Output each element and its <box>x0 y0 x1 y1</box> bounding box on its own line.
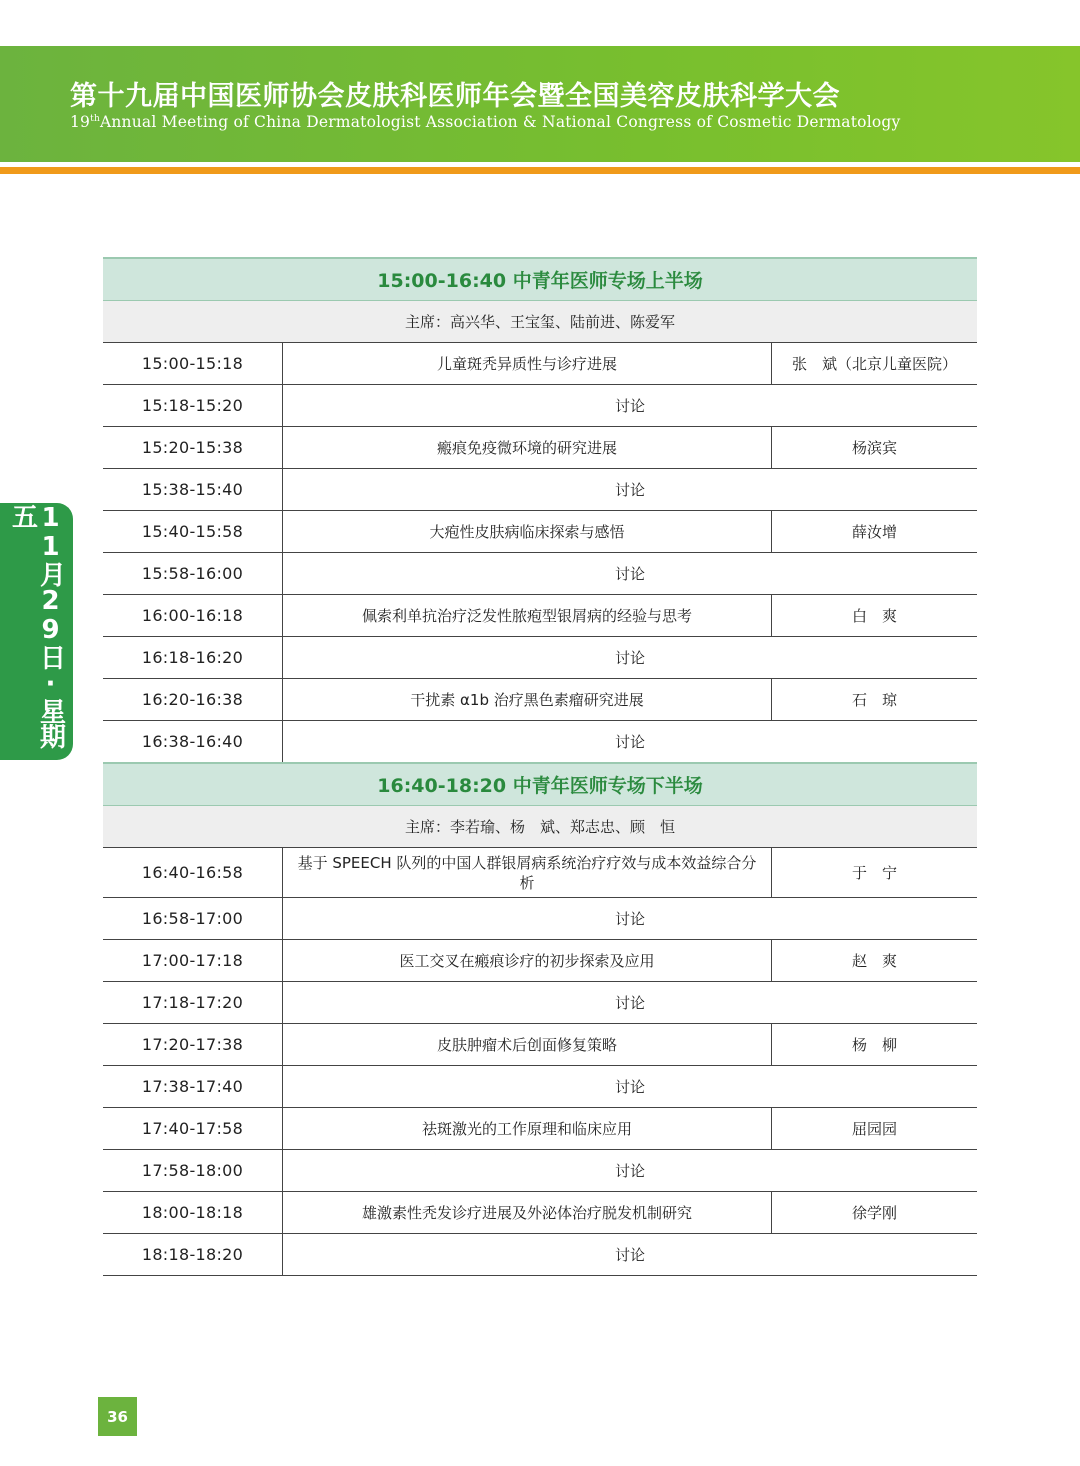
speaker-cell: 白 爽 <box>772 595 978 637</box>
table-row <box>103 982 977 1024</box>
discussion-cell <box>283 982 978 1024</box>
topic-text: 讨论 <box>614 480 645 499</box>
table-row <box>103 595 977 637</box>
table-row <box>103 721 977 764</box>
session-title: 16:40-18:20 中青年医师专场下半场 <box>103 763 977 806</box>
table-row <box>103 637 977 679</box>
topic-text: 皮肤肿瘤术后创面修复策略 <box>436 1035 617 1054</box>
schedule-table <box>103 257 977 1276</box>
chair-row <box>103 806 977 848</box>
session-chairs: 主席：李若瑜、杨 斌、郑志忠、顾 恒 <box>103 806 977 848</box>
table-row <box>103 553 977 595</box>
topic-text: 医工交叉在瘢痕诊疗的初步探索及应用 <box>399 951 655 970</box>
topic-cell <box>283 427 772 469</box>
table-row <box>103 898 977 940</box>
topic-text: 讨论 <box>614 648 645 667</box>
conference-title-en <box>70 113 900 131</box>
topic-cell <box>283 511 772 553</box>
discussion-cell <box>283 385 978 427</box>
time-cell: 17:20-17:38 <box>103 1024 283 1066</box>
table-row <box>103 1108 977 1150</box>
speaker-cell: 张 斌（北京儿童医院） <box>772 343 978 385</box>
date-side-tab <box>0 503 73 760</box>
topic-text: 讨论 <box>614 1161 645 1180</box>
discussion-cell <box>283 1066 978 1108</box>
table-row <box>103 469 977 511</box>
table-row <box>103 1066 977 1108</box>
topic-text: 儿童斑秃异质性与诊疗进展 <box>436 354 617 373</box>
time-cell: 17:38-17:40 <box>103 1066 283 1108</box>
speaker-cell: 杨滨宾 <box>772 427 978 469</box>
session-header-row <box>103 763 977 806</box>
topic-text: 讨论 <box>614 396 645 415</box>
speaker-cell: 薛汝增 <box>772 511 978 553</box>
table-row <box>103 940 977 982</box>
time-cell: 15:38-15:40 <box>103 469 283 511</box>
time-cell: 15:40-15:58 <box>103 511 283 553</box>
topic-cell <box>283 343 772 385</box>
discussion-cell <box>283 1234 978 1276</box>
time-cell: 17:58-18:00 <box>103 1150 283 1192</box>
header-divider-orange <box>0 167 1080 174</box>
topic-text: 讨论 <box>614 909 645 928</box>
speaker-cell: 赵 爽 <box>772 940 978 982</box>
header-divider-white <box>0 162 1080 166</box>
topic-cell <box>283 1108 772 1150</box>
session-chairs: 主席：高兴华、王宝玺、陆前进、陈爱军 <box>103 301 977 343</box>
topic-text: 讨论 <box>614 564 645 583</box>
topic-text: 大疱性皮肤病临床探索与感悟 <box>429 522 625 541</box>
discussion-cell <box>283 721 978 764</box>
time-cell: 16:58-17:00 <box>103 898 283 940</box>
table-row <box>103 1024 977 1066</box>
title-en-suffix: th <box>90 113 100 124</box>
time-cell: 16:40-16:58 <box>103 848 283 898</box>
table-row <box>103 427 977 469</box>
table-row <box>103 385 977 427</box>
table-row <box>103 511 977 553</box>
time-cell: 17:40-17:58 <box>103 1108 283 1150</box>
topic-text: 瘢痕免疫微环境的研究进展 <box>436 438 617 457</box>
speaker-cell: 杨 柳 <box>772 1024 978 1066</box>
topic-text: 讨论 <box>614 993 645 1012</box>
speaker-cell: 徐学刚 <box>772 1192 978 1234</box>
chair-row <box>103 301 977 343</box>
topic-cell <box>283 848 772 898</box>
time-cell: 17:18-17:20 <box>103 982 283 1024</box>
table-row <box>103 848 977 898</box>
time-cell: 15:20-15:38 <box>103 427 283 469</box>
page-number: 36 <box>98 1397 137 1436</box>
topic-text: 雄激素性秃发诊疗进展及外泌体治疗脱发机制研究 <box>361 1203 692 1222</box>
table-row <box>103 679 977 721</box>
topic-text: 讨论 <box>614 1245 645 1264</box>
time-cell: 15:00-15:18 <box>103 343 283 385</box>
topic-cell <box>283 679 772 721</box>
time-cell: 16:20-16:38 <box>103 679 283 721</box>
topic-cell <box>283 1024 772 1066</box>
session-title: 15:00-16:40 中青年医师专场上半场 <box>103 258 977 301</box>
speaker-cell: 于 宁 <box>772 848 978 898</box>
discussion-cell <box>283 469 978 511</box>
time-cell: 15:18-15:20 <box>103 385 283 427</box>
table-row <box>103 1192 977 1234</box>
topic-text: 讨论 <box>614 732 645 751</box>
topic-cell <box>283 595 772 637</box>
table-row <box>103 1234 977 1276</box>
discussion-cell <box>283 898 978 940</box>
topic-cell <box>283 1192 772 1234</box>
speaker-cell: 屈园园 <box>772 1108 978 1150</box>
topic-text: 佩索利单抗治疗泛发性脓疱型银屑病的经验与思考 <box>361 606 692 625</box>
table-row <box>103 343 977 385</box>
title-en-number: 19 <box>70 113 91 131</box>
topic-cell <box>283 940 772 982</box>
time-cell: 18:00-18:18 <box>103 1192 283 1234</box>
discussion-cell <box>283 637 978 679</box>
topic-text: 讨论 <box>614 1077 645 1096</box>
time-cell: 16:18-16:20 <box>103 637 283 679</box>
topic-text: 基于 SPEECH 队列的中国人群银屑病系统治疗疗效与成本效益综合分析 <box>297 853 757 892</box>
table-row <box>103 1150 977 1192</box>
date-label: 11月29日·星期五 <box>7 503 66 748</box>
conference-title-cn: 第十九届中国医师协会皮肤科医师年会暨全国美容皮肤科学大会 <box>70 81 840 112</box>
discussion-cell <box>283 1150 978 1192</box>
speaker-cell: 石 琼 <box>772 679 978 721</box>
topic-text: 祛斑激光的工作原理和临床应用 <box>421 1119 632 1138</box>
time-cell: 18:18-18:20 <box>103 1234 283 1276</box>
time-cell: 16:00-16:18 <box>103 595 283 637</box>
title-en-text: Annual Meeting of China Dermatologist Association & National Congress of Cosmetic Dermatology <box>99 113 901 131</box>
time-cell: 17:00-17:18 <box>103 940 283 982</box>
discussion-cell <box>283 553 978 595</box>
time-cell: 16:38-16:40 <box>103 721 283 764</box>
topic-text: 干扰素 α1b 治疗黑色素瘤研究进展 <box>410 690 644 709</box>
time-cell: 15:58-16:00 <box>103 553 283 595</box>
session-header-row <box>103 258 977 301</box>
